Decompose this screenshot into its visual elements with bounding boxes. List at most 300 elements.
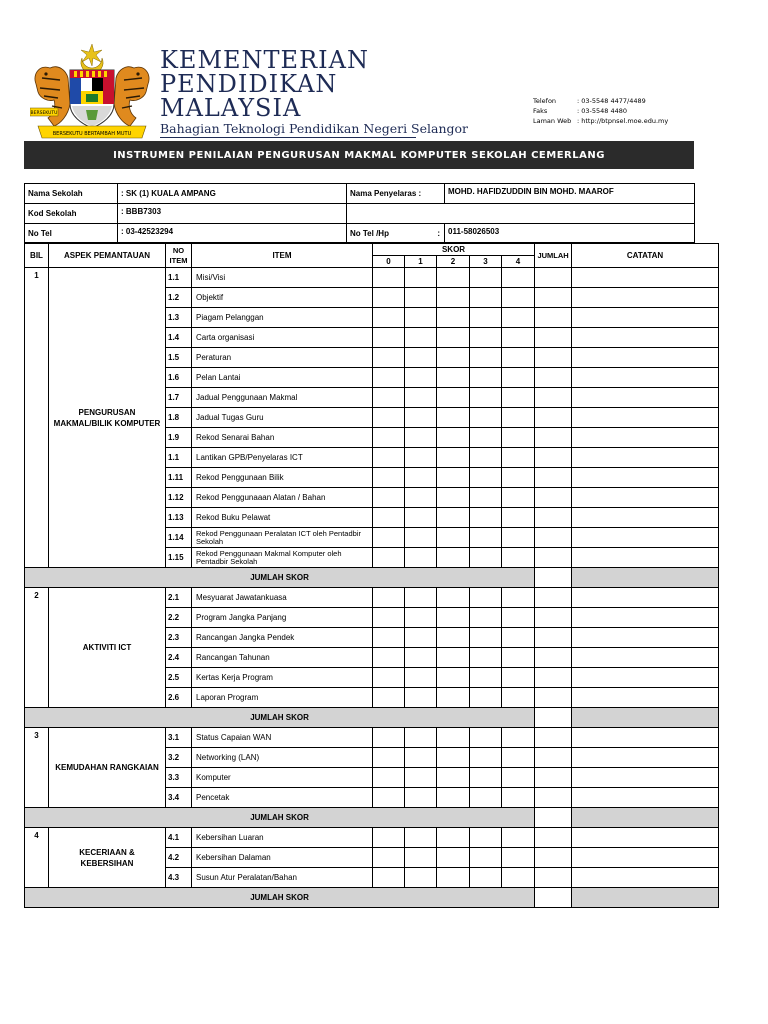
score-cell-2[interactable] <box>437 388 470 408</box>
notes-cell[interactable] <box>572 648 719 668</box>
total-cell[interactable] <box>535 308 572 328</box>
info-row-phone <box>25 224 695 243</box>
item-label: Pelan Lantai <box>192 368 373 388</box>
ministry-line-3: MALAYSIA <box>160 94 302 122</box>
total-cell[interactable] <box>535 268 572 288</box>
score-cell-0[interactable] <box>373 548 405 568</box>
item-number: 1.1 <box>166 448 192 468</box>
notes-cell[interactable] <box>572 668 719 688</box>
score-cell-2[interactable] <box>437 488 470 508</box>
score-cell-3[interactable] <box>470 828 502 848</box>
score-cell-4[interactable] <box>502 548 535 568</box>
total-cell[interactable] <box>535 868 572 888</box>
total-cell[interactable] <box>535 688 572 708</box>
score-cell-1[interactable] <box>405 768 437 788</box>
score-cell-4[interactable] <box>502 868 535 888</box>
score-cell-4[interactable] <box>502 488 535 508</box>
total-cell[interactable] <box>535 408 572 428</box>
score-cell-1[interactable] <box>405 288 437 308</box>
item-label: Kertas Kerja Program <box>192 668 373 688</box>
table-row <box>25 268 719 288</box>
score-cell-1[interactable] <box>405 608 437 628</box>
notes-cell[interactable] <box>572 488 719 508</box>
score-cell-3[interactable] <box>470 388 502 408</box>
item-label: Susun Atur Peralatan/Bahan <box>192 868 373 888</box>
item-number: 1.13 <box>166 508 192 528</box>
total-cell[interactable] <box>535 768 572 788</box>
coordinator-name-value[interactable]: MOHD. HAFIDZUDDIN BIN MOHD. MAAROF <box>445 184 695 204</box>
contact-web-label: Laman Web <box>533 117 572 125</box>
score-cell-1[interactable] <box>405 648 437 668</box>
score-cell-0[interactable] <box>373 788 405 808</box>
score-cell-0[interactable] <box>373 648 405 668</box>
section-aspect: PENGURUSAN MAKMAL/BILIK KOMPUTER <box>49 268 166 568</box>
score-cell-4[interactable] <box>502 828 535 848</box>
score-cell-2[interactable] <box>437 368 470 388</box>
section-total-notes <box>572 708 719 728</box>
score-cell-1[interactable] <box>405 368 437 388</box>
score-cell-3[interactable] <box>470 608 502 628</box>
score-cell-0[interactable] <box>373 408 405 428</box>
header-skor-2: 2 <box>437 256 470 268</box>
score-cell-0[interactable] <box>373 768 405 788</box>
score-cell-4[interactable] <box>502 368 535 388</box>
score-cell-2[interactable] <box>437 588 470 608</box>
item-number: 1.1 <box>166 268 192 288</box>
contact-phone-value: : 03-5548 4477/4489 <box>577 97 646 105</box>
section-total-value[interactable] <box>535 888 572 908</box>
section-total-row <box>25 888 719 908</box>
score-cell-3[interactable] <box>470 288 502 308</box>
score-cell-0[interactable] <box>373 508 405 528</box>
item-label: Objektif <box>192 288 373 308</box>
score-cell-3[interactable] <box>470 268 502 288</box>
score-cell-3[interactable] <box>470 628 502 648</box>
item-number: 1.12 <box>166 488 192 508</box>
item-label: Rekod Senarai Bahan <box>192 428 373 448</box>
header-item: ITEM <box>192 244 373 268</box>
item-label: Piagam Pelanggan <box>192 308 373 328</box>
header-skor-1: 1 <box>405 256 437 268</box>
score-cell-2[interactable] <box>437 268 470 288</box>
contact-fax <box>533 106 668 116</box>
score-cell-1[interactable] <box>405 348 437 368</box>
contact-web-value[interactable]: : http://btpnsel.moe.edu.my <box>577 117 669 125</box>
notes-cell[interactable] <box>572 868 719 888</box>
score-cell-2[interactable] <box>437 768 470 788</box>
score-cell-2[interactable] <box>437 288 470 308</box>
table-row <box>25 588 719 608</box>
total-cell[interactable] <box>535 508 572 528</box>
notes-cell[interactable] <box>572 268 719 288</box>
score-cell-4[interactable] <box>502 408 535 428</box>
score-cell-0[interactable] <box>373 628 405 648</box>
score-cell-0[interactable] <box>373 848 405 868</box>
score-cell-0[interactable] <box>373 588 405 608</box>
score-cell-3[interactable] <box>470 428 502 448</box>
section-aspect: AKTIVITI ICT <box>49 588 166 708</box>
score-cell-0[interactable] <box>373 348 405 368</box>
total-cell[interactable] <box>535 528 572 548</box>
score-cell-1[interactable] <box>405 448 437 468</box>
jumlah-skor-label: JUMLAH SKOR <box>25 708 535 728</box>
score-cell-1[interactable] <box>405 268 437 288</box>
score-cell-2[interactable] <box>437 428 470 448</box>
notes-cell[interactable] <box>572 608 719 628</box>
total-cell[interactable] <box>535 828 572 848</box>
score-cell-3[interactable] <box>470 668 502 688</box>
total-cell[interactable] <box>535 748 572 768</box>
score-cell-4[interactable] <box>502 528 535 548</box>
notes-cell[interactable] <box>572 468 719 488</box>
crest-ribbon-text: BERSEKUTU BERTAMBAH MUTU <box>52 131 132 137</box>
score-cell-0[interactable] <box>373 288 405 308</box>
header-no-item: NO ITEM <box>166 244 192 268</box>
score-cell-3[interactable] <box>470 648 502 668</box>
score-cell-3[interactable] <box>470 348 502 368</box>
score-cell-4[interactable] <box>502 288 535 308</box>
item-number: 4.3 <box>166 868 192 888</box>
item-number: 3.1 <box>166 728 192 748</box>
notes-cell[interactable] <box>572 688 719 708</box>
total-cell[interactable] <box>535 608 572 628</box>
score-cell-2[interactable] <box>437 648 470 668</box>
score-cell-0[interactable] <box>373 308 405 328</box>
notes-cell[interactable] <box>572 548 719 568</box>
contact-block <box>533 96 668 126</box>
score-cell-3[interactable] <box>470 788 502 808</box>
section-aspect: KECERIAAN & KEBERSIHAN <box>49 828 166 888</box>
score-cell-4[interactable] <box>502 348 535 368</box>
item-number: 3.3 <box>166 768 192 788</box>
score-cell-3[interactable] <box>470 728 502 748</box>
item-label: Jadual Tugas Guru <box>192 408 373 428</box>
total-cell[interactable] <box>535 848 572 868</box>
ministry-line-1: KEMENTERIAN <box>160 46 369 74</box>
total-cell[interactable] <box>535 348 572 368</box>
score-cell-1[interactable] <box>405 628 437 648</box>
score-cell-4[interactable] <box>502 628 535 648</box>
score-cell-3[interactable] <box>470 688 502 708</box>
score-cell-2[interactable] <box>437 548 470 568</box>
total-cell[interactable] <box>535 488 572 508</box>
score-cell-1[interactable] <box>405 408 437 428</box>
section-total-notes <box>572 568 719 588</box>
item-number: 2.3 <box>166 628 192 648</box>
notes-cell[interactable] <box>572 448 719 468</box>
score-cell-1[interactable] <box>405 388 437 408</box>
notes-cell[interactable] <box>572 408 719 428</box>
item-label: Rekod Penggunaan Peralatan ICT oleh Pentadbir Sekolah <box>192 528 373 548</box>
item-number: 1.8 <box>166 408 192 428</box>
score-cell-4[interactable] <box>502 328 535 348</box>
score-cell-2[interactable] <box>437 408 470 428</box>
notes-cell[interactable] <box>572 348 719 368</box>
score-cell-1[interactable] <box>405 828 437 848</box>
score-cell-3[interactable] <box>470 488 502 508</box>
tiger-left-icon <box>35 67 70 126</box>
score-cell-4[interactable] <box>502 268 535 288</box>
item-label: Komputer <box>192 768 373 788</box>
score-cell-2[interactable] <box>437 448 470 468</box>
jumlah-skor-label: JUMLAH SKOR <box>25 888 535 908</box>
score-cell-4[interactable] <box>502 768 535 788</box>
score-cell-1[interactable] <box>405 588 437 608</box>
score-cell-1[interactable] <box>405 688 437 708</box>
section-total-value[interactable] <box>535 568 572 588</box>
header-skor-0: 0 <box>373 256 405 268</box>
contact-phone <box>533 96 668 106</box>
star-icon <box>81 44 102 66</box>
notes-cell[interactable] <box>572 748 719 768</box>
notes-cell[interactable] <box>572 368 719 388</box>
notes-cell[interactable] <box>572 388 719 408</box>
total-cell[interactable] <box>535 288 572 308</box>
score-cell-0[interactable] <box>373 528 405 548</box>
contact-web <box>533 116 668 126</box>
section-total-notes <box>572 808 719 828</box>
mobile-label: No Tel /Hp <box>350 228 389 238</box>
score-cell-2[interactable] <box>437 328 470 348</box>
section-total-row <box>25 568 719 588</box>
score-cell-2[interactable] <box>437 748 470 768</box>
notes-cell[interactable] <box>572 788 719 808</box>
header-skor-4: 4 <box>502 256 535 268</box>
score-cell-1[interactable] <box>405 868 437 888</box>
score-cell-3[interactable] <box>470 588 502 608</box>
score-cell-2[interactable] <box>437 468 470 488</box>
item-number: 2.1 <box>166 588 192 608</box>
item-label: Networking (LAN) <box>192 748 373 768</box>
score-cell-0[interactable] <box>373 688 405 708</box>
notes-cell[interactable] <box>572 508 719 528</box>
school-code-value[interactable]: : BBB7303 <box>118 204 347 224</box>
score-cell-0[interactable] <box>373 668 405 688</box>
notes-cell[interactable] <box>572 628 719 648</box>
score-cell-2[interactable] <box>437 508 470 528</box>
score-cell-0[interactable] <box>373 428 405 448</box>
score-cell-3[interactable] <box>470 848 502 868</box>
total-cell[interactable] <box>535 668 572 688</box>
score-cell-0[interactable] <box>373 728 405 748</box>
score-cell-2[interactable] <box>437 348 470 368</box>
score-cell-4[interactable] <box>502 748 535 768</box>
header-bil: BIL <box>25 244 49 268</box>
total-cell[interactable] <box>535 388 572 408</box>
score-cell-4[interactable] <box>502 308 535 328</box>
score-cell-4[interactable] <box>502 668 535 688</box>
score-cell-3[interactable] <box>470 468 502 488</box>
score-cell-3[interactable] <box>470 308 502 328</box>
section-total-value[interactable] <box>535 708 572 728</box>
item-label: Rancangan Tahunan <box>192 648 373 668</box>
item-label: Misi/Visi <box>192 268 373 288</box>
score-cell-2[interactable] <box>437 608 470 628</box>
score-cell-2[interactable] <box>437 868 470 888</box>
notes-cell[interactable] <box>572 288 719 308</box>
score-cell-2[interactable] <box>437 728 470 748</box>
section-number: 1 <box>25 268 49 568</box>
total-cell[interactable] <box>535 788 572 808</box>
section-aspect: KEMUDAHAN RANGKAIAN <box>49 728 166 808</box>
item-label: Mesyuarat Jawatankuasa <box>192 588 373 608</box>
notes-cell[interactable] <box>572 328 719 348</box>
item-label: Jadual Penggunaan Makmal <box>192 388 373 408</box>
total-cell[interactable] <box>535 328 572 348</box>
score-cell-3[interactable] <box>470 868 502 888</box>
score-cell-3[interactable] <box>470 328 502 348</box>
score-cell-1[interactable] <box>405 328 437 348</box>
item-label: Kebersihan Dalaman <box>192 848 373 868</box>
form-title-banner: INSTRUMEN PENILAIAN PENGURUSAN MAKMAL KOMPUTER SEKOLAH CEMERLANG <box>24 141 694 169</box>
score-cell-4[interactable] <box>502 428 535 448</box>
phone-value[interactable]: : 03-42523294 <box>118 224 347 243</box>
mobile-label-cell <box>347 224 445 243</box>
score-cell-0[interactable] <box>373 328 405 348</box>
score-cell-4[interactable] <box>502 688 535 708</box>
total-cell[interactable] <box>535 368 572 388</box>
score-cell-1[interactable] <box>405 668 437 688</box>
score-cell-2[interactable] <box>437 848 470 868</box>
total-cell[interactable] <box>535 648 572 668</box>
score-cell-0[interactable] <box>373 268 405 288</box>
total-cell[interactable] <box>535 468 572 488</box>
score-cell-0[interactable] <box>373 488 405 508</box>
item-number: 1.6 <box>166 368 192 388</box>
item-number: 3.2 <box>166 748 192 768</box>
score-cell-1[interactable] <box>405 428 437 448</box>
score-cell-2[interactable] <box>437 308 470 328</box>
table-row <box>25 828 719 848</box>
score-cell-1[interactable] <box>405 308 437 328</box>
score-cell-2[interactable] <box>437 828 470 848</box>
item-label: Rancangan Jangka Pendek <box>192 628 373 648</box>
score-cell-1[interactable] <box>405 728 437 748</box>
notes-cell[interactable] <box>572 848 719 868</box>
score-cell-4[interactable] <box>502 508 535 528</box>
score-cell-0[interactable] <box>373 608 405 628</box>
score-cell-4[interactable] <box>502 588 535 608</box>
ministry-line-2: PENDIDIKAN <box>160 70 338 98</box>
jumlah-skor-label: JUMLAH SKOR <box>25 808 535 828</box>
score-cell-0[interactable] <box>373 748 405 768</box>
score-cell-0[interactable] <box>373 368 405 388</box>
score-cell-3[interactable] <box>470 508 502 528</box>
score-cell-4[interactable] <box>502 648 535 668</box>
notes-cell[interactable] <box>572 528 719 548</box>
total-cell[interactable] <box>535 428 572 448</box>
item-label: Program Jangka Panjang <box>192 608 373 628</box>
total-cell[interactable] <box>535 448 572 468</box>
score-cell-4[interactable] <box>502 468 535 488</box>
score-cell-4[interactable] <box>502 608 535 628</box>
ministry-title <box>160 48 420 120</box>
score-cell-1[interactable] <box>405 848 437 868</box>
score-cell-1[interactable] <box>405 488 437 508</box>
contact-fax-label: Faks <box>533 107 548 115</box>
total-cell[interactable] <box>535 628 572 648</box>
score-cell-3[interactable] <box>470 448 502 468</box>
score-cell-2[interactable] <box>437 628 470 648</box>
score-cell-3[interactable] <box>470 748 502 768</box>
score-cell-1[interactable] <box>405 788 437 808</box>
score-cell-4[interactable] <box>502 728 535 748</box>
item-number: 1.15 <box>166 548 192 568</box>
section-number: 2 <box>25 588 49 708</box>
notes-cell[interactable] <box>572 828 719 848</box>
coordinator-name-label: Nama Penyelaras : <box>347 184 445 204</box>
item-number: 1.4 <box>166 328 192 348</box>
score-cell-0[interactable] <box>373 468 405 488</box>
score-cell-1[interactable] <box>405 548 437 568</box>
contact-fax-value: : 03-5548 4480 <box>577 107 628 115</box>
item-number: 2.6 <box>166 688 192 708</box>
school-name-value[interactable]: : SK (1) KUALA AMPANG <box>118 184 347 204</box>
item-number: 1.3 <box>166 308 192 328</box>
notes-cell[interactable] <box>572 308 719 328</box>
score-cell-4[interactable] <box>502 448 535 468</box>
item-label: Rekod Penggunaan Bilik <box>192 468 373 488</box>
score-cell-0[interactable] <box>373 388 405 408</box>
item-label: Peraturan <box>192 348 373 368</box>
score-cell-3[interactable] <box>470 408 502 428</box>
total-cell[interactable] <box>535 548 572 568</box>
score-cell-1[interactable] <box>405 748 437 768</box>
notes-cell[interactable] <box>572 428 719 448</box>
notes-cell[interactable] <box>572 728 719 748</box>
score-cell-1[interactable] <box>405 528 437 548</box>
school-code-label: Kod Sekolah <box>25 204 118 224</box>
item-label: Kebersihan Luaran <box>192 828 373 848</box>
coat-of-arms-logo <box>30 44 154 140</box>
info-row-school-code <box>25 204 695 224</box>
score-cell-3[interactable] <box>470 528 502 548</box>
item-number: 1.7 <box>166 388 192 408</box>
score-cell-2[interactable] <box>437 688 470 708</box>
score-cell-0[interactable] <box>373 448 405 468</box>
score-cell-3[interactable] <box>470 548 502 568</box>
score-cell-0[interactable] <box>373 828 405 848</box>
score-cell-3[interactable] <box>470 768 502 788</box>
notes-cell[interactable] <box>572 588 719 608</box>
notes-cell[interactable] <box>572 768 719 788</box>
score-cell-2[interactable] <box>437 668 470 688</box>
item-number: 1.14 <box>166 528 192 548</box>
score-cell-0[interactable] <box>373 868 405 888</box>
total-cell[interactable] <box>535 588 572 608</box>
score-cell-1[interactable] <box>405 508 437 528</box>
section-total-value[interactable] <box>535 808 572 828</box>
score-cell-3[interactable] <box>470 368 502 388</box>
item-number: 3.4 <box>166 788 192 808</box>
score-cell-4[interactable] <box>502 848 535 868</box>
score-cell-4[interactable] <box>502 788 535 808</box>
item-label: Status Capaian WAN <box>192 728 373 748</box>
info-blank-cell <box>347 204 695 224</box>
mobile-value[interactable]: 011-58026503 <box>445 224 695 243</box>
item-number: 2.2 <box>166 608 192 628</box>
total-cell[interactable] <box>535 728 572 748</box>
score-cell-1[interactable] <box>405 468 437 488</box>
crest-left-text: BERSEKUTU <box>30 111 58 116</box>
score-cell-4[interactable] <box>502 388 535 408</box>
header-skor: SKOR <box>373 244 535 256</box>
item-number: 2.4 <box>166 648 192 668</box>
score-cell-2[interactable] <box>437 528 470 548</box>
mobile-colon: : <box>437 228 440 238</box>
score-cell-2[interactable] <box>437 788 470 808</box>
section-total-row <box>25 808 719 828</box>
